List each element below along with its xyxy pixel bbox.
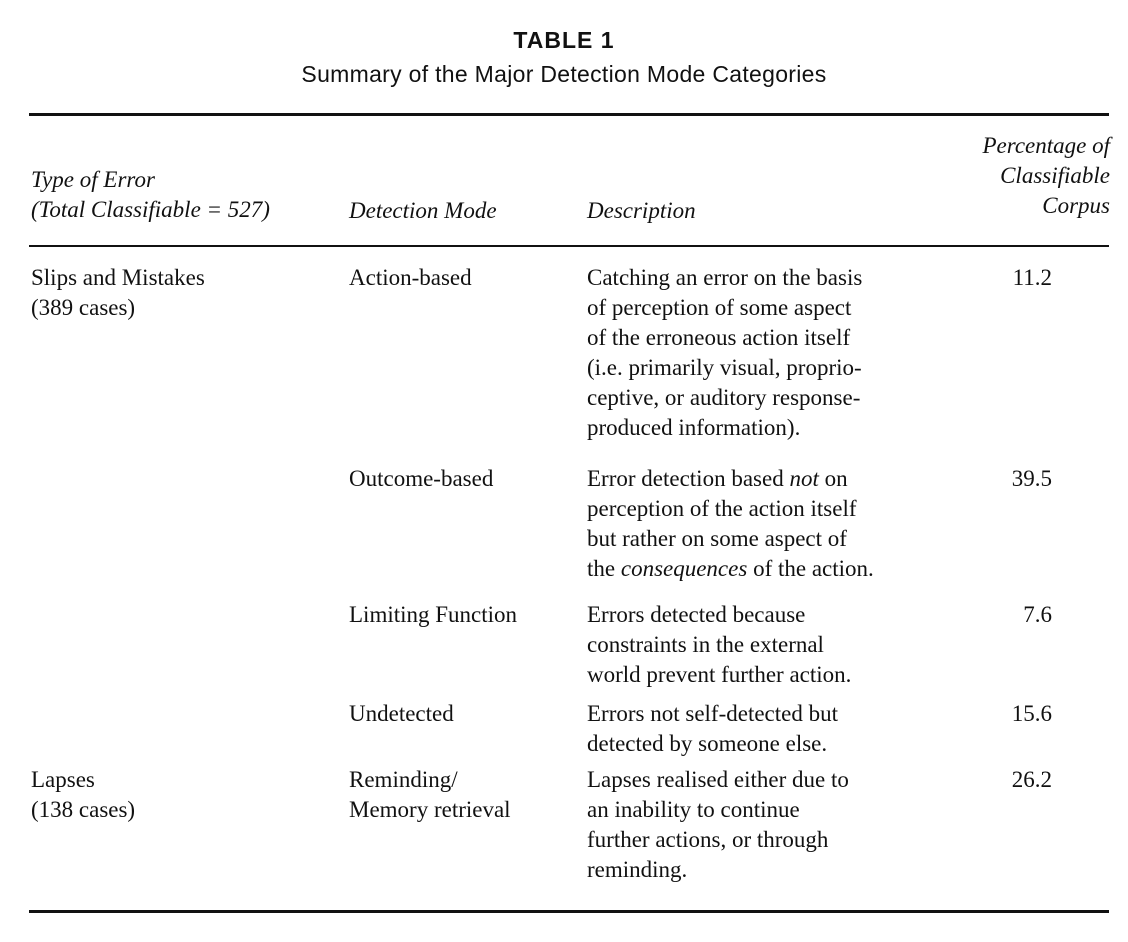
group-name: Lapses — [31, 767, 95, 792]
table-row-mode: Outcome-based — [349, 466, 494, 491]
group-slips-and-mistakes — [31, 263, 205, 323]
description-line — [587, 464, 874, 494]
description-line: constraints in the external — [587, 632, 824, 657]
mode-line: Memory retrieval — [349, 797, 511, 822]
group-lapses — [31, 765, 135, 825]
group-cases: (138 cases) — [31, 797, 136, 822]
header-type-line2: (Total Classifiable = 527) — [31, 197, 270, 222]
table-row-percentage: 39.5 — [1011, 466, 1052, 491]
description-line: Errors detected because — [587, 602, 806, 627]
emphasis-not: not — [789, 466, 819, 491]
emphasis-consequences: consequences — [620, 556, 748, 581]
description-suffix: of the action. — [747, 556, 874, 581]
table-row-percentage: 15.6 — [1011, 701, 1052, 726]
description-line: (i.e. primarily visual, proprio- — [587, 355, 862, 380]
table-row-percentage: 7.6 — [1023, 602, 1052, 627]
header-detection-mode: Detection Mode — [349, 198, 497, 223]
group-name: Slips and Mistakes — [31, 265, 205, 290]
description-line: ceptive, or auditory response- — [587, 385, 861, 410]
description-line: of perception of some aspect — [587, 295, 852, 320]
group-cases: (389 cases) — [31, 295, 136, 320]
description-line: detected by someone else. — [587, 731, 828, 756]
table-row-mode: Undetected — [349, 701, 454, 726]
table-row-mode — [349, 765, 511, 825]
header-rule — [29, 245, 1109, 247]
description-line: of the erroneous action itself — [587, 325, 851, 350]
table-row-percentage: 11.2 — [1012, 265, 1052, 290]
table-label: TABLE 1 — [513, 27, 615, 53]
table-row-percentage: 26.2 — [1011, 767, 1052, 792]
header-pct-line2: Classifiable — [1000, 163, 1110, 188]
top-rule — [29, 113, 1109, 116]
table-row-description — [587, 600, 851, 690]
description-prefix: the — [587, 556, 621, 581]
header-type-line1: Type of Error — [31, 167, 155, 192]
table-row-mode: Limiting Function — [349, 602, 518, 627]
table-row-description — [587, 263, 862, 443]
header-pct-line1: Percentage of — [982, 133, 1110, 158]
bottom-rule — [29, 910, 1109, 913]
description-line: reminding. — [587, 857, 688, 882]
description-line: world prevent further action. — [587, 662, 852, 687]
table-row-description — [587, 464, 874, 584]
description-line: Errors not self-detected but — [587, 701, 838, 726]
description-line: but rather on some aspect of — [587, 526, 847, 551]
description-line: Catching an error on the basis — [587, 265, 863, 290]
description-prefix: Error detection based — [587, 466, 790, 491]
header-pct-line3: Corpus — [1042, 193, 1110, 218]
table-caption: Summary of the Major Detection Mode Categories — [301, 61, 827, 87]
table-row-description — [587, 699, 838, 759]
description-line: Lapses realised either due to — [587, 767, 849, 792]
description-line — [587, 554, 874, 584]
table-row-description — [587, 765, 849, 885]
description-line: perception of the action itself — [587, 496, 857, 521]
header-type-of-error — [31, 165, 270, 225]
mode-line: Reminding/ — [349, 767, 458, 792]
description-suffix: on — [818, 466, 848, 491]
description-line: further actions, or through — [587, 827, 829, 852]
header-percentage — [930, 131, 1110, 221]
description-line: produced information). — [587, 415, 801, 440]
header-description: Description — [587, 198, 696, 223]
table-row-mode: Action-based — [349, 265, 472, 290]
description-line: an inability to continue — [587, 797, 800, 822]
